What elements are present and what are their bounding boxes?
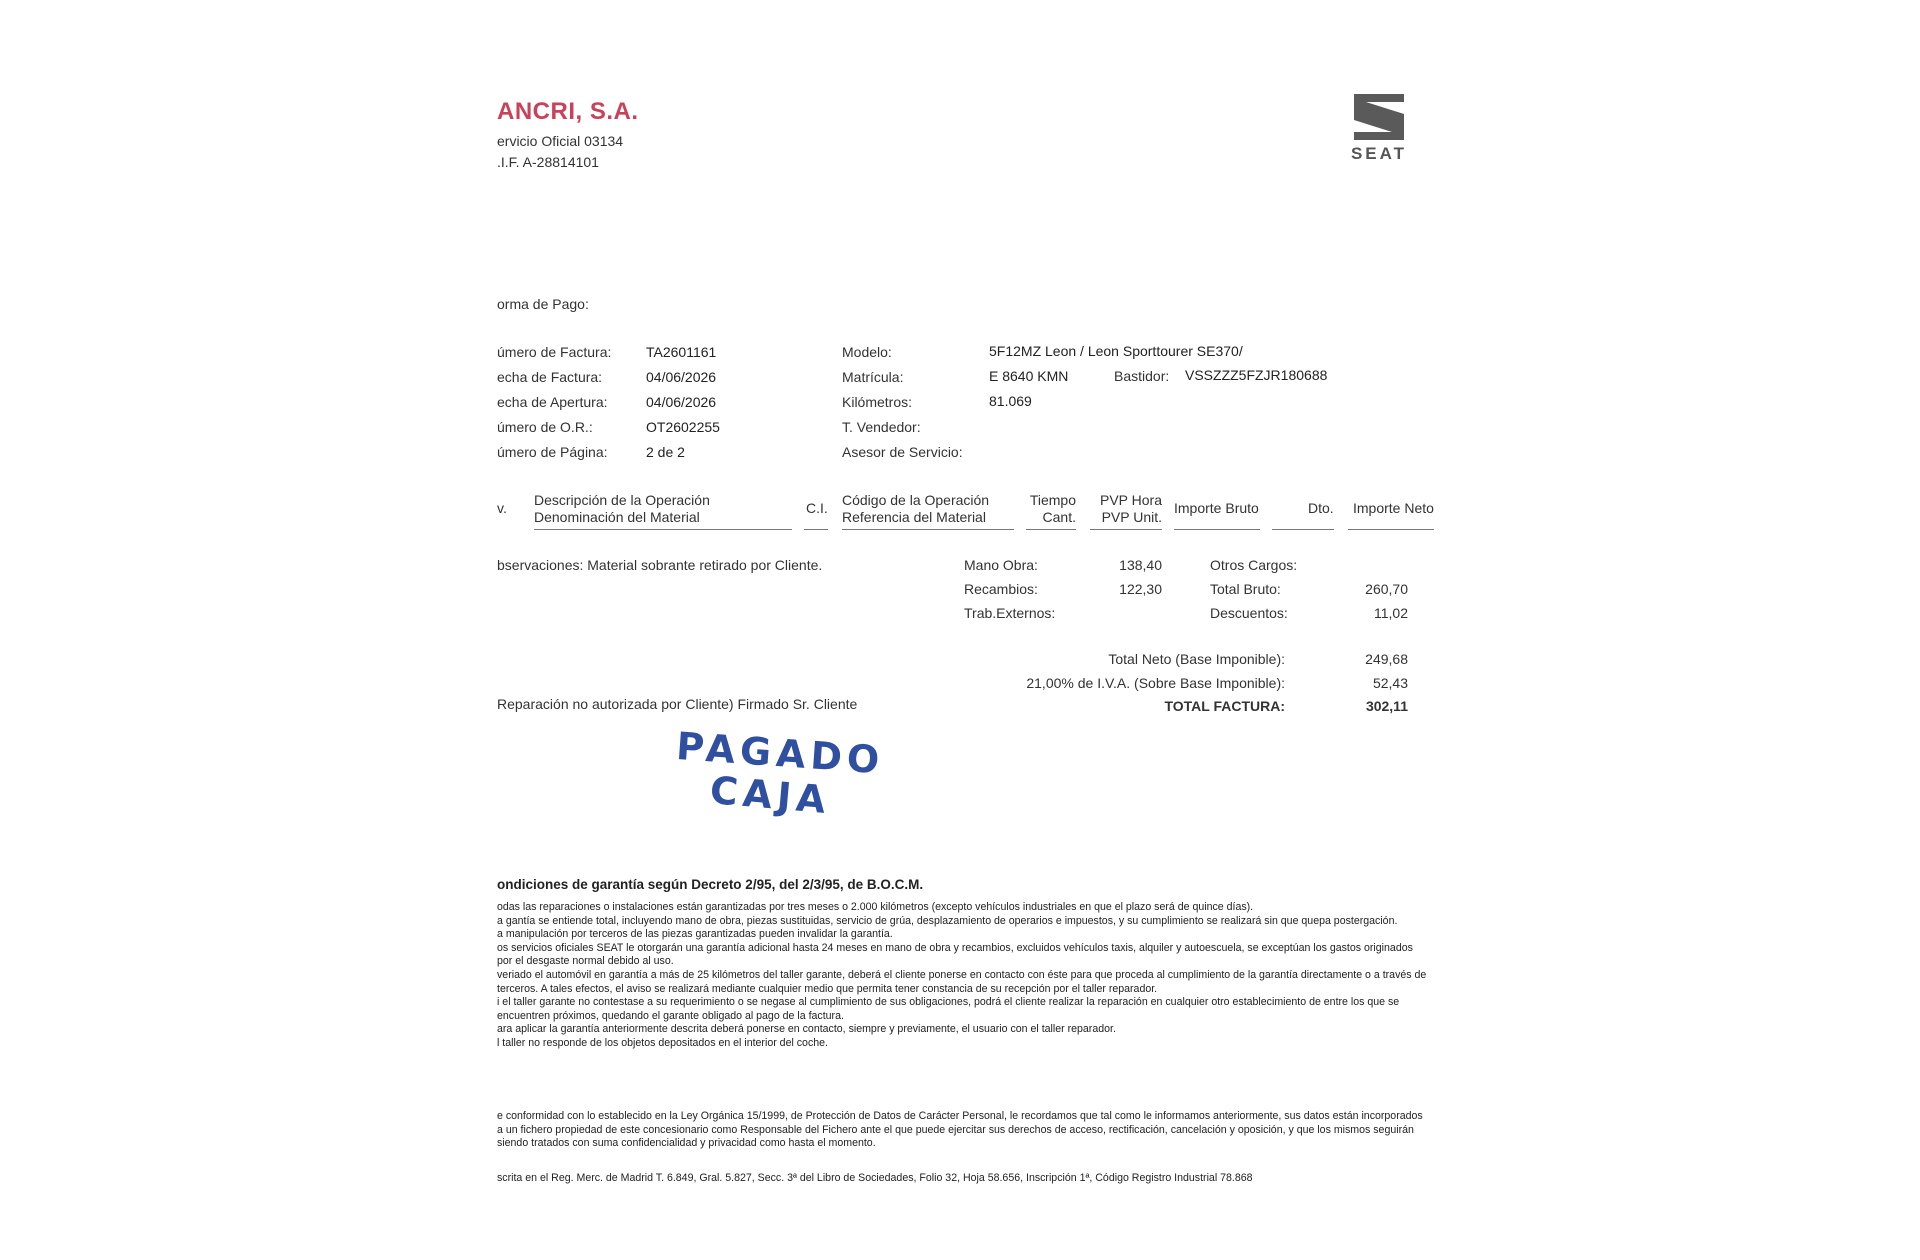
invoice-number-value: TA2601161 <box>646 344 717 360</box>
page-number-label: úmero de Página: <box>497 444 608 460</box>
vin-value: VSSZZZ5FZJR180688 <box>1185 367 1328 383</box>
company-name: ANCRI, S.A. <box>497 98 639 125</box>
invoice-number-label: úmero de Factura: <box>497 344 612 360</box>
brand-wordmark: SEAT <box>1350 144 1408 163</box>
header-rule <box>534 529 792 530</box>
discounts-label: Descuentos: <box>1210 605 1288 621</box>
registry-info: scrita en el Reg. Merc. de Madrid T. 6.849, Gral. 5.827, Secc. 3ª del Libro de Sociedades, Folio 32, Hoja 58.656, Inscripción 1ª, Código Registro Industrial 78.868 <box>497 1172 1253 1184</box>
net-total-label: Total Neto (Base Imponible): <box>1108 651 1285 667</box>
header-rule <box>1348 529 1434 530</box>
warranty-line: i el taller garante no contestase a su requerimiento o se negase al cumplimiento de sus obligaciones, podrá el cliente realizar la reparación en cualquier otro establecimiento de entre los que se encuentren próximos, quedando el garante obligado al pago de la factura. <box>497 996 1400 1022</box>
opening-date-value: 04/06/2026 <box>646 394 717 410</box>
warranty-line: l taller no responde de los objetos depositados en el interior del coche. <box>497 1036 828 1049</box>
vin-label: Bastidor: <box>1114 368 1170 384</box>
seller-label: T. Vendedor: <box>842 419 921 435</box>
external-work-label: Trab.Externos: <box>964 605 1056 621</box>
plate-value: E 8640 KMN <box>989 368 1069 384</box>
col-header-ci: C.I. <box>806 500 828 516</box>
model-label: Modelo: <box>842 344 892 360</box>
header-rule <box>1272 529 1334 530</box>
parts-value: 122,30 <box>1119 581 1162 597</box>
col-header-description-line2: Denominación del Material <box>534 509 700 525</box>
signature-note: Reparación no autorizada por Cliente) Firmado Sr. Cliente <box>497 696 858 712</box>
payment-method-label: orma de Pago: <box>497 296 589 312</box>
privacy-notice: e conformidad con lo establecido en la Ley Orgánica 15/1999, de Protección de Datos de Carácter Personal, le recordamos que tal como le informamos anteriormente, sus datos están incorporados a un fichero propiedad de este concesionario como Responsable del Fichero ante el que puede ejercitar sus derechos de acceso, rectificación, cancelación y oposición, y que los mismos seguirán siendo tratados con suma confidencialidad y privacidad como hasta el momento. <box>497 1110 1423 1150</box>
warranty-line: veriado el automóvil en garantía a más de 25 kilómetros del taller garante, deberá el cliente ponerse en contacto con éste para que proceda al cumplimiento de la garantía directamente o a través de terceros. A tales efectos, el aviso se realizará mediante cualquier medio que permita tener constancia de su recepción por el taller reparador. <box>497 968 1427 995</box>
company-tax-id: .I.F. A-28814101 <box>497 154 599 170</box>
parts-label: Recambios: <box>964 581 1038 597</box>
net-total-value: 249,68 <box>1365 651 1408 667</box>
page-number-value: 2 de 2 <box>646 444 685 460</box>
warranty-line: os servicios oficiales SEAT le otorgarán una garantía adicional hasta 24 meses en mano de obra y recambios, excluidos vehículos taxis, alquiler y autoescuela, se exceptúan los gastos originados por el desgaste normal debido al uso. <box>497 941 1413 968</box>
col-header-code <box>842 492 989 526</box>
discounts-value: 11,02 <box>1374 605 1408 621</box>
seat-s-logo-icon <box>1334 92 1424 142</box>
col-header-time-line1: Tiempo <box>1029 492 1076 508</box>
col-header-pvp-line1: PVP Hora <box>1100 492 1162 508</box>
col-header-pvp <box>1094 492 1162 526</box>
col-header-gross: Importe Bruto <box>1174 500 1259 516</box>
company-service-line: ervicio Oficial 03134 <box>497 133 624 149</box>
repair-order-label: úmero de O.R.: <box>497 419 593 435</box>
service-advisor-label: Asesor de Servicio: <box>842 444 963 460</box>
header-rule <box>1026 529 1076 530</box>
col-header-code-line2: Referencia del Material <box>842 509 986 525</box>
col-header-pvp-line2: PVP Unit. <box>1101 509 1162 525</box>
other-charges-label: Otros Cargos: <box>1210 557 1298 573</box>
warranty-conditions <box>497 901 1427 1051</box>
vat-label: 21,00% de I.V.A. (Sobre Base Imponible): <box>1026 675 1285 691</box>
labor-value: 138,40 <box>1119 557 1162 573</box>
paid-stamp-line2: CAJA <box>708 768 833 823</box>
observations-text: bservaciones: Material sobrante retirado por Cliente. <box>497 557 823 573</box>
plate-label: Matrícula: <box>842 369 904 385</box>
warranty-line: a gantía se entiende total, incluyendo mano de obra, piezas sustituidas, servicio de grúa, desplazamiento de operarios e impuestos, y su cumplimiento se realizará sin que quepa postergación. <box>497 914 1398 927</box>
model-value: 5F12MZ Leon / Leon Sporttourer SE370/ <box>989 343 1243 359</box>
invoice-total-label: TOTAL FACTURA: <box>1164 698 1285 714</box>
col-header-time <box>1024 492 1076 526</box>
km-value: 81.069 <box>989 393 1032 409</box>
col-header-time-line2: Cant. <box>1042 509 1076 525</box>
warranty-line: ara aplicar la garantía anteriormente descrita deberá ponerse en contacto, siempre y previamente, el usuario con el taller reparador. <box>497 1023 1116 1036</box>
header-rule <box>1174 529 1260 530</box>
warranty-line: a manipulación por terceros de las piezas garantizadas pueden invalidar la garantía. <box>497 928 893 941</box>
header-rule <box>804 529 828 530</box>
vat-value: 52,43 <box>1372 675 1408 691</box>
invoice-date-value: 04/06/2026 <box>646 369 717 385</box>
header-rule <box>1090 529 1162 530</box>
repair-order-value: OT2602255 <box>646 419 720 435</box>
gross-total-label: Total Bruto: <box>1210 581 1281 597</box>
warranty-line: odas las reparaciones o instalaciones están garantizadas por tres meses o 2.000 kilómetros (excepto vehículos industriales en que el plazo será de quince días). <box>497 901 1254 913</box>
header-rule <box>842 529 1014 530</box>
brand-logo <box>1334 92 1424 164</box>
col-header-av: v. <box>497 500 507 516</box>
opening-date-label: echa de Apertura: <box>497 394 608 410</box>
col-header-description-line1: Descripción de la Operación <box>534 492 710 508</box>
gross-total-value: 260,70 <box>1365 581 1408 597</box>
invoice-date-label: echa de Factura: <box>497 369 603 385</box>
col-header-description <box>534 492 710 526</box>
invoice-total-value: 302,11 <box>1365 698 1408 714</box>
col-header-discount: Dto. <box>1308 500 1334 516</box>
paid-stamp-line1: PAGADO <box>674 724 886 783</box>
col-header-net: Importe Neto <box>1353 500 1434 516</box>
km-label: Kilómetros: <box>842 394 913 410</box>
col-header-code-line1: Código de la Operación <box>842 492 990 508</box>
warranty-title: ondiciones de garantía según Decreto 2/95, del 2/3/95, de B.O.C.M. <box>497 877 924 892</box>
labor-label: Mano Obra: <box>964 557 1038 573</box>
